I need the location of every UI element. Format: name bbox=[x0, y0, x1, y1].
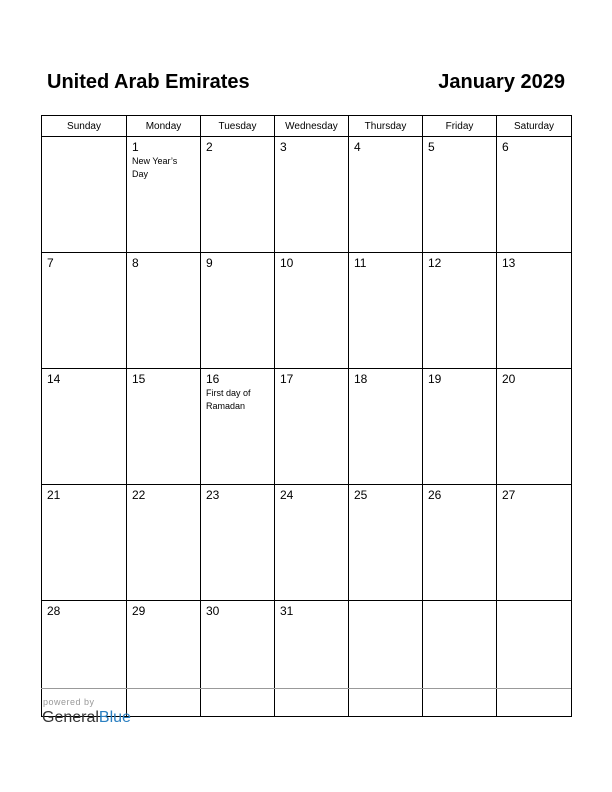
day-number: 29 bbox=[132, 604, 146, 618]
holiday-label: First day of Ramadan bbox=[206, 388, 251, 411]
day-number: 23 bbox=[206, 488, 220, 502]
day-cell bbox=[349, 369, 423, 485]
day-number: 2 bbox=[206, 140, 213, 154]
weekday-header: Thursday bbox=[349, 116, 423, 137]
week-row bbox=[42, 601, 572, 717]
day-number: 3 bbox=[280, 140, 287, 154]
day-number: 12 bbox=[428, 256, 442, 270]
day-cell bbox=[127, 137, 201, 253]
day-cell bbox=[201, 485, 275, 601]
day-cell bbox=[201, 601, 275, 717]
day-number: 15 bbox=[132, 372, 146, 386]
day-cell bbox=[497, 137, 572, 253]
day-number: 8 bbox=[132, 256, 139, 270]
day-number: 21 bbox=[47, 488, 61, 502]
day-cell bbox=[275, 369, 349, 485]
day-cell bbox=[42, 369, 127, 485]
brand-general: General bbox=[42, 709, 99, 726]
day-number: 24 bbox=[280, 488, 294, 502]
day-cell bbox=[127, 601, 201, 717]
day-cell bbox=[349, 253, 423, 369]
day-number: 9 bbox=[206, 256, 213, 270]
day-number: 1 bbox=[132, 140, 139, 154]
day-number: 4 bbox=[354, 140, 361, 154]
week-row bbox=[42, 137, 572, 253]
day-number: 16 bbox=[206, 372, 220, 386]
footer-divider bbox=[41, 688, 571, 689]
day-number: 18 bbox=[354, 372, 368, 386]
day-number: 30 bbox=[206, 604, 220, 618]
day-cell bbox=[42, 485, 127, 601]
day-cell bbox=[497, 369, 572, 485]
day-cell bbox=[201, 253, 275, 369]
day-cell bbox=[423, 253, 497, 369]
day-cell bbox=[497, 253, 572, 369]
day-number: 11 bbox=[354, 256, 367, 270]
day-number: 17 bbox=[280, 372, 294, 386]
day-number: 10 bbox=[280, 256, 294, 270]
day-cell bbox=[42, 137, 127, 253]
week-row bbox=[42, 485, 572, 601]
weekday-header: Tuesday bbox=[201, 116, 275, 137]
day-number: 13 bbox=[502, 256, 516, 270]
day-cell bbox=[423, 369, 497, 485]
day-cell bbox=[127, 485, 201, 601]
day-cell bbox=[349, 485, 423, 601]
brand-blue: Blue bbox=[98, 709, 131, 726]
day-number: 7 bbox=[47, 256, 54, 270]
weekday-header: Monday bbox=[127, 116, 201, 137]
holiday-label: New Year’s Day bbox=[132, 156, 178, 179]
week-row bbox=[42, 253, 572, 369]
day-cell bbox=[201, 369, 275, 485]
day-cell bbox=[423, 137, 497, 253]
day-cell bbox=[127, 369, 201, 485]
day-number: 14 bbox=[47, 372, 61, 386]
day-cell bbox=[201, 137, 275, 253]
powered-by-label: powered by bbox=[43, 697, 95, 707]
weekday-header: Sunday bbox=[42, 116, 127, 137]
day-number: 6 bbox=[502, 140, 509, 154]
day-number: 5 bbox=[428, 140, 435, 154]
day-cell bbox=[275, 253, 349, 369]
weekday-header: Wednesday bbox=[275, 116, 349, 137]
day-cell bbox=[42, 253, 127, 369]
day-number: 27 bbox=[502, 488, 516, 502]
day-cell bbox=[423, 485, 497, 601]
day-cell bbox=[497, 485, 572, 601]
day-cell bbox=[349, 137, 423, 253]
day-cell bbox=[349, 601, 423, 717]
day-number: 25 bbox=[354, 488, 368, 502]
country-title: United Arab Emirates bbox=[47, 71, 250, 93]
day-number: 26 bbox=[428, 488, 442, 502]
weekday-header: Saturday bbox=[497, 116, 572, 137]
day-cell bbox=[127, 253, 201, 369]
day-cell bbox=[275, 137, 349, 253]
brand-logo[interactable] bbox=[42, 709, 131, 727]
weekday-header: Friday bbox=[423, 116, 497, 137]
day-cell bbox=[275, 485, 349, 601]
week-row bbox=[42, 369, 572, 485]
day-number: 20 bbox=[502, 372, 516, 386]
day-cell bbox=[497, 601, 572, 717]
day-number: 31 bbox=[280, 604, 294, 618]
day-number: 22 bbox=[132, 488, 146, 502]
calendar-grid bbox=[41, 115, 572, 717]
weekday-header-row bbox=[42, 116, 572, 137]
day-cell bbox=[423, 601, 497, 717]
day-number: 28 bbox=[47, 604, 61, 618]
day-number: 19 bbox=[428, 372, 442, 386]
day-cell bbox=[275, 601, 349, 717]
month-title: January 2029 bbox=[438, 71, 565, 93]
